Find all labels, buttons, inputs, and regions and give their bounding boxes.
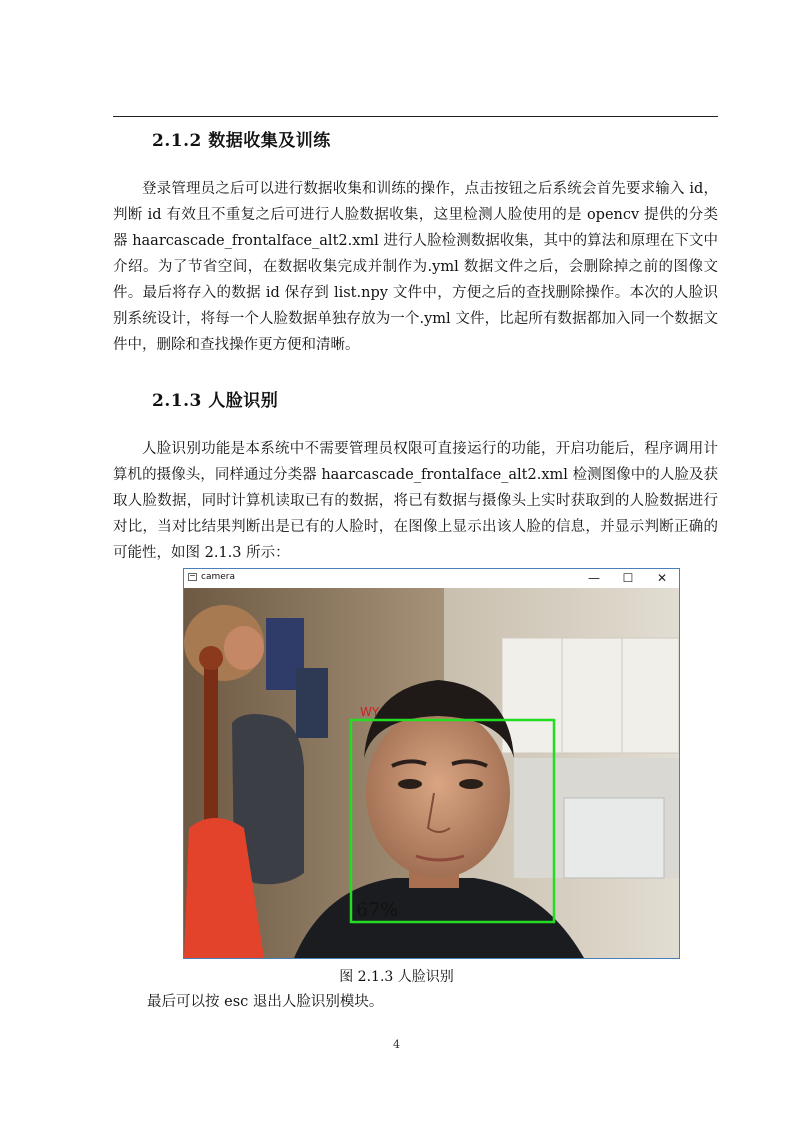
window-app-icon [188,573,197,581]
body-paragraph-3: 最后可以按 esc 退出人脸识别模块。 [147,994,384,1010]
window-title: camera [201,572,235,582]
minimize-button[interactable]: — [588,571,600,585]
body-paragraph-2: 人脸识别功能是本系统中不需要管理员权限可直接运行的功能，开启功能后，程序调用计算机的摄像头，同样通过分类器 haarcascade_frontalface_alt2.xml 检测图像中的人脸及获取人脸数据，同时计算机读取已有的数据，将已有数据与摄像头上实时获取到的人脸数据进行对比，当对比结果判断出是已有的人脸时，在图像上显示出该人脸的信息，并显示判断正确的可能性，如图 2.1.3 所示： [113,441,718,561]
maximize-button[interactable]: ☐ [622,571,634,585]
confidence-label: 67% [356,899,399,921]
header-rule [113,116,718,117]
window-titlebar[interactable] [184,569,679,589]
recognized-name-label: WY [360,705,380,719]
camera-feed [184,588,679,958]
figure-caption: 图 2.1.3 人脸识别 [339,969,454,985]
camera-window [183,568,680,959]
section-heading-2-1-3: 2.1.3 人脸识别 [152,391,279,411]
body-paragraph-1: 登录管理员之后可以进行数据收集和训练的操作，点击按钮之后系统会首先要求输入 id，判断 id 有效且不重复之后可进行人脸数据收集，这里检测人脸使用的是 opencv 提供的分类器 haarcascade_frontalface_alt2.xml 进行人脸检测数据收集，其中的算法和原理在下文中介绍。为了节省空间，在数据收集完成并制作为.yml 数据文件之后，会删除掉之前的图像文件。最后将存入的数据 id 保存到 list.npy 文件中，方便之后的查找删除操作。本次的人脸识别系统设计，将每一个人脸数据单独存放为一个.yml 文件，比起所有数据都加入同一个数据文件中，删除和查找操作更方便和清晰。 [113,181,718,353]
section-heading-2-1-2: 2.1.2 数据收集及训练 [152,131,331,151]
close-button[interactable]: ✕ [656,571,668,585]
camera-frame-image [184,588,679,958]
page-number: 4 [393,1038,400,1051]
